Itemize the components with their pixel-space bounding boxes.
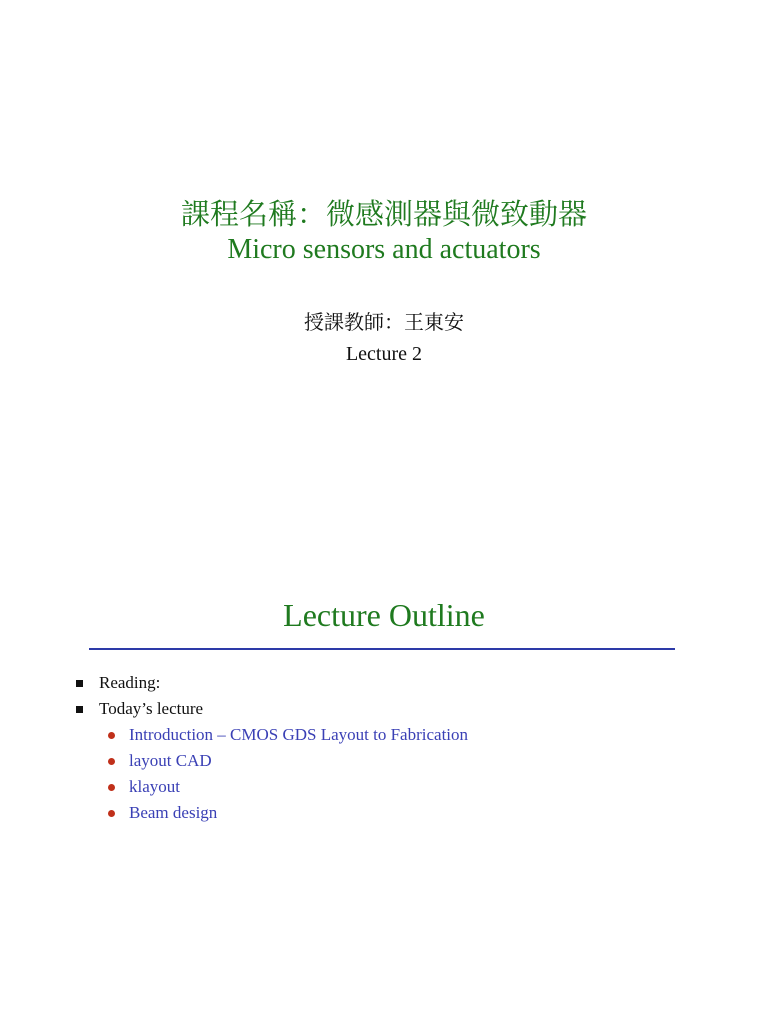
round-bullet-icon [108,784,115,791]
list-item [0,800,768,826]
list-item [0,748,768,774]
square-bullet-icon [76,706,83,713]
list-item-label: layout CAD [129,751,212,770]
list-item-label: Introduction – CMOS GDS Layout to Fabrication [129,725,469,744]
list-item-label: Beam design [129,803,218,822]
round-bullet-icon [108,732,115,739]
round-bullet-icon [108,810,115,817]
list-item-label: Reading: [99,673,161,692]
title-divider [89,648,675,650]
lecture-number: Lecture 2 [345,343,423,365]
outline-slide [0,512,768,1024]
instructor-line: 授課教師：王東安 [304,310,464,334]
list-item-label: Today’s lecture [99,699,204,718]
outline-list [0,670,768,826]
list-item [0,774,768,800]
round-bullet-icon [108,758,115,765]
square-bullet-icon [76,680,83,687]
course-title-chinese: 課程名稱：微感測器與微致動器 [180,197,587,231]
list-item [0,670,768,696]
course-title-english: Micro sensors and actuators [227,234,541,265]
outline-title: Lecture Outline [283,597,485,633]
list-item [0,696,768,722]
list-item-label: klayout [129,777,180,796]
list-item [0,722,768,748]
